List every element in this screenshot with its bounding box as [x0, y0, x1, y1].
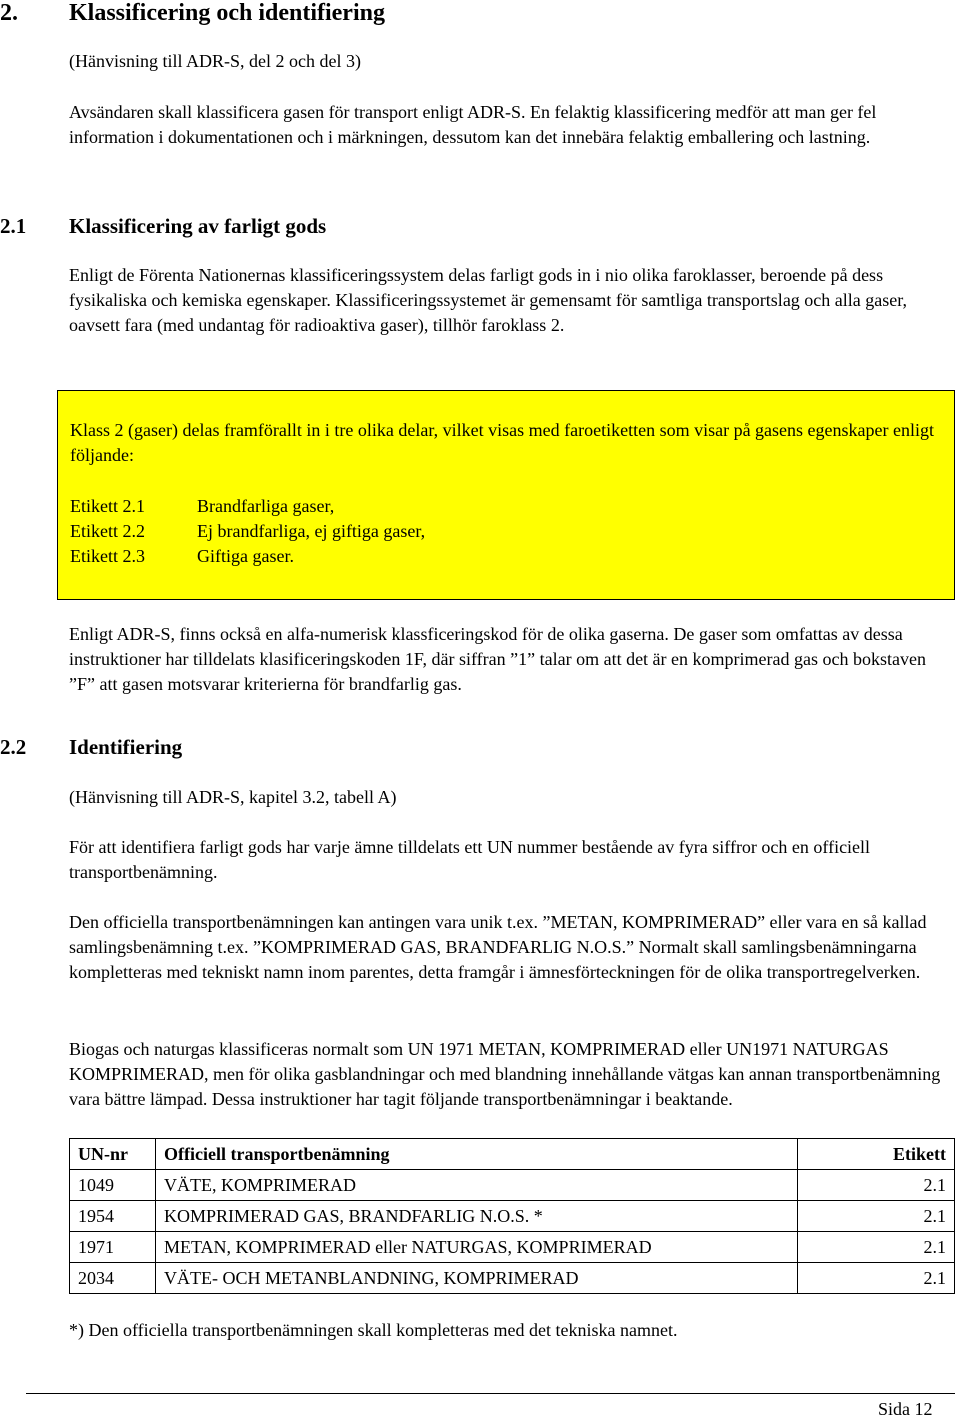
footnote: *) Den officiella transportbenämningen skall kompletteras med det tekniska namnet. [69, 1320, 678, 1340]
subsection-number: 2.1 [0, 214, 27, 238]
intro-paragraph: Avsändaren skall klassificera gasen för transport enligt ADR-S. En felaktig klassificering medför att man ger fel information i dokumentationen och i märkningen, dessutom kan det innebära felaktig emballering och lastning. [69, 102, 877, 147]
table-row [70, 1170, 955, 1201]
page-number: Sida 12 [878, 1399, 933, 1419]
cell-un-nr: 2034 [70, 1263, 156, 1294]
etikett-list [70, 494, 425, 569]
subsection-number: 2.2 [0, 735, 27, 759]
table-row [70, 1232, 955, 1263]
cell-etikett: 2.1 [798, 1263, 955, 1294]
cell-un-nr: 1971 [70, 1232, 156, 1263]
classification-paragraph: Enligt de Förenta Nationernas klassificeringssystem delas farligt gods in i nio olika faroklasser, beroende på dess fysikaliska och kemiska egenskaper. Klassificeringssystemet är gemensamt för samtliga transportslag och alla gaser, oavsett fara (med undantag för radioaktiva gaser), tillhör faroklass 2. [69, 265, 908, 335]
biogas-paragraph: Biogas och naturgas klassificeras normalt som UN 1971 METAN, KOMPRIMERAD eller UN1971 NATURGAS KOMPRIMERAD, men för olika gasblandningar och med blandning innehållande vätgas kan annan transportbenämning vara bättre lämpad. Dessa instruktioner har tagit följande transportbenämningar i beaktande. [69, 1039, 941, 1109]
etikett-description: Ej brandfarliga, ej giftiga gaser, [197, 521, 426, 541]
column-header-etikett: Etikett [798, 1139, 955, 1170]
cell-un-nr: 1049 [70, 1170, 156, 1201]
cell-transport-name: VÄTE- OCH METANBLANDNING, KOMPRIMERAD [156, 1263, 798, 1294]
section-reference: (Hänvisning till ADR-S, kapitel 3.2, tabell A) [69, 787, 397, 807]
section-number: 2. [0, 0, 18, 26]
un-table [69, 1138, 955, 1294]
cell-transport-name: KOMPRIMERAD GAS, BRANDFARLIG N.O.S. * [156, 1201, 798, 1232]
cell-etikett: 2.1 [798, 1201, 955, 1232]
etikett-row [70, 544, 425, 569]
column-header-transport-name: Officiell transportbenämning [156, 1139, 798, 1170]
class2-highlight-box [57, 390, 955, 600]
etikett-description: Brandfarliga gaser, [197, 496, 335, 516]
cell-un-nr: 1954 [70, 1201, 156, 1232]
cell-etikett: 2.1 [798, 1232, 955, 1263]
adr-code-paragraph: Enligt ADR-S, finns också en alfa-numerisk klassficeringskod för de olika gaserna. De gaser som omfattas av dessa instruktioner har tilldelats klasificeringskoden 1F, där siffran ”1” talar om att det är en komprimerad gas och bokstaven ”F” att gasen motsvarar kriterierna för brandfarlig gas. [69, 624, 926, 694]
subsection-title: Identifiering [69, 735, 183, 759]
table-row [70, 1201, 955, 1232]
cell-transport-name: METAN, KOMPRIMERAD eller NATURGAS, KOMPRIMERAD [156, 1232, 798, 1263]
class2-intro: Klass 2 (gaser) delas framförallt in i tre olika delar, vilket visas med faroetiketten som visar på gasens egenskaper enligt följande: [70, 420, 934, 465]
etikett-description: Giftiga gaser. [197, 546, 294, 566]
etikett-label: Etikett 2.3 [70, 546, 145, 566]
etikett-label: Etikett 2.1 [70, 496, 145, 516]
cell-etikett: 2.1 [798, 1170, 955, 1201]
identification-paragraph: För att identifiera farligt gods har varje ämne tilldelats ett UN nummer bestående av fyra siffror och en officiell transportbenämning. [69, 837, 871, 882]
transport-name-paragraph: Den officiella transportbenämningen kan antingen vara unik t.ex. ”METAN, KOMPRIMERAD” eller vara en så kallad samlingsbenämning t.ex. ”KOMPRIMERAD GAS, BRANDFARLIG N.O.S.” Normalt skall samlingsbenämningarna kompletteras med tekniskt namn inom parentes, detta framgår i ämnesförteckningen för de olika transportregelverken. [69, 912, 927, 982]
column-header-un-nr: UN-nr [70, 1139, 156, 1170]
etikett-row [70, 494, 425, 519]
footer-divider [26, 1393, 955, 1394]
table-row [70, 1263, 955, 1294]
table-header-row [70, 1139, 955, 1170]
section-title: Klassificering och identifiering [69, 0, 385, 26]
section-reference: (Hänvisning till ADR-S, del 2 och del 3) [69, 51, 361, 71]
etikett-row [70, 519, 425, 544]
cell-transport-name: VÄTE, KOMPRIMERAD [156, 1170, 798, 1201]
etikett-label: Etikett 2.2 [70, 521, 145, 541]
subsection-title: Klassificering av farligt gods [69, 214, 327, 238]
